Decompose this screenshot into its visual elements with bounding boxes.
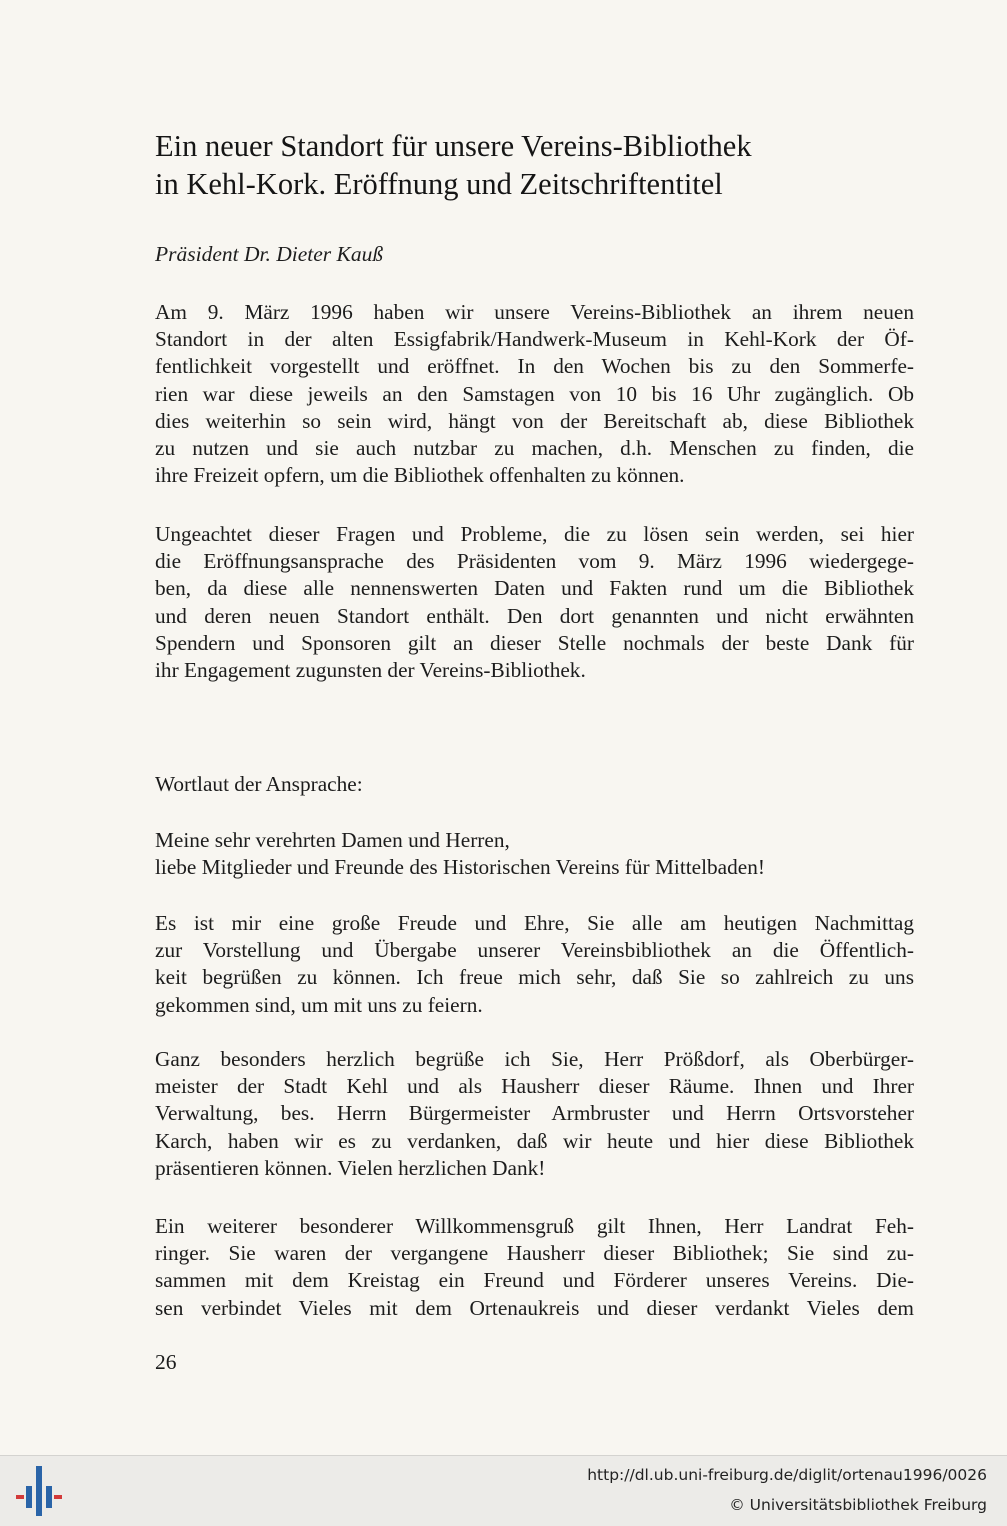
text-line: sen verbindet Vieles mit dem Ortenaukreis und dieser verdankt Vieles dem (155, 1295, 914, 1320)
paragraph-opening (155, 299, 914, 489)
speech-heading (155, 771, 914, 798)
text-line: gekommen sind, um mit uns zu feiern. (155, 992, 483, 1017)
text-line: Wortlaut der Ansprache: (155, 772, 363, 796)
text-line: Ungeachtet dieser Fragen und Probleme, die zu lösen sein werden, sei hier (155, 522, 914, 546)
article-author: Präsident Dr. Dieter Kauß (155, 242, 384, 266)
footer-bar (0, 1455, 1007, 1526)
text-line: zu nutzen und sie auch nutzbar zu machen, d.h. Menschen zu finden, die (155, 435, 914, 460)
paragraph-context (155, 521, 914, 684)
paragraph-landrat (155, 1213, 914, 1322)
paragraph-mayor (155, 1046, 914, 1182)
permalink[interactable]: http://dl.ub.uni-freiburg.de/diglit/ortenau1996/0026 (587, 1466, 987, 1484)
article-title-line: Ein neuer Standort für unsere Vereins-Bibliothek (155, 129, 752, 163)
paragraph-welcome (155, 910, 914, 1019)
text-line: ben, da diese alle nennenswerten Daten und Fakten rund um die Bibliothek (155, 576, 914, 601)
text-line: ihr Engagement zugunsten der Vereins-Bibliothek. (155, 657, 586, 682)
text-line: Verwaltung, bes. Herrn Bürgermeister Armbruster und Herrn Ortsvorsteher (155, 1101, 914, 1126)
article-title-line: in Kehl-Kork. Eröffnung und Zeitschriftentitel (155, 167, 723, 201)
copyright-notice: © Universitätsbibliothek Freiburg (729, 1496, 987, 1514)
text-line: rien war diese jeweils an den Samstagen von 10 bis 16 Uhr zugänglich. Ob (155, 381, 914, 406)
article-title (155, 127, 915, 203)
text-line: die Eröffnungsansprache des Präsidenten vom 9. März 1996 wiedergege- (155, 549, 914, 574)
speech-salutation (155, 827, 914, 881)
text-line: ringer. Sie waren der vergangene Hausherr dieser Bibliothek; Sie sind zu- (155, 1241, 914, 1266)
library-logo-icon (14, 1464, 64, 1518)
text-line: Am 9. März 1996 haben wir unsere Vereins-Bibliothek an ihrem neuen (155, 300, 914, 324)
text-line: Spendern und Sponsoren gilt an dieser Stelle nochmals der beste Dank für (155, 630, 914, 655)
text-line: Karch, haben wir es zu verdanken, daß wir heute und hier diese Bibliothek (155, 1128, 914, 1153)
text-line: fentlichkeit vorgestellt und eröffnet. In den Wochen bis zu den Sommerfe- (155, 354, 914, 379)
text-line: dies weiterhin so sein wird, hängt von der Bereitschaft ab, diese Bibliothek (155, 408, 914, 433)
text-line: Es ist mir eine große Freude und Ehre, Sie alle am heutigen Nachmittag (155, 911, 914, 935)
text-line: zur Vorstellung und Übergabe unserer Vereinsbibliothek an die Öffentlich- (155, 938, 914, 963)
page-number: 26 (155, 1350, 177, 1374)
text-line: sammen mit dem Kreistag ein Freund und Förderer unseres Vereins. Die- (155, 1268, 914, 1293)
text-line: Ganz besonders herzlich begrüße ich Sie, Herr Prößdorf, als Oberbürger- (155, 1047, 914, 1071)
text-line: präsentieren können. Vielen herzlichen Dank! (155, 1155, 546, 1180)
text-line: Ein weiterer besonderer Willkommensgruß gilt Ihnen, Herr Landrat Feh- (155, 1214, 914, 1238)
text-line: Meine sehr verehrten Damen und Herren, (155, 828, 510, 852)
text-line: ihre Freizeit opfern, um die Bibliothek offenhalten zu können. (155, 463, 685, 488)
text-line: Standort in der alten Essigfabrik/Handwerk-Museum in Kehl-Kork der Öf- (155, 327, 914, 352)
text-line: und deren neuen Standort enthält. Den dort genannten und nicht erwähnten (155, 603, 914, 628)
text-line: liebe Mitglieder und Freunde des Historischen Vereins für Mittelbaden! (155, 855, 765, 880)
text-line: meister der Stadt Kehl und als Hausherr dieser Räume. Ihnen und Ihrer (155, 1074, 914, 1099)
text-line: keit begrüßen zu können. Ich freue mich sehr, daß Sie so zahlreich zu uns (155, 965, 914, 990)
